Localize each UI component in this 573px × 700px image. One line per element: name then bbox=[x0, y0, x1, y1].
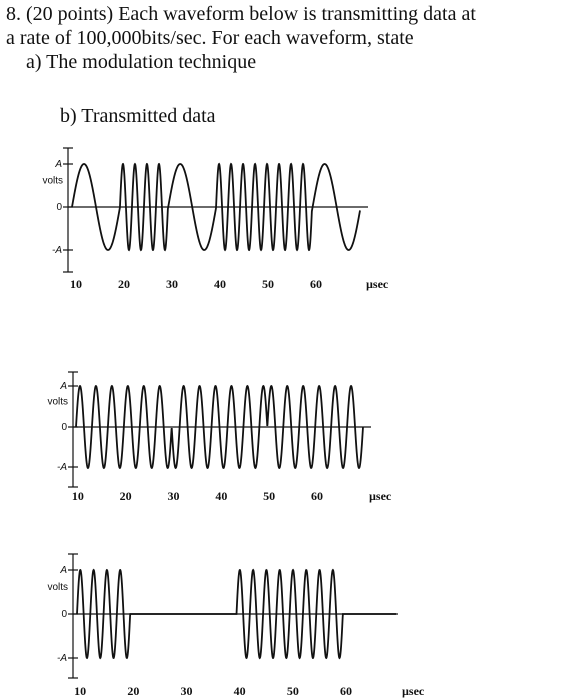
y-axis-title-3: volts bbox=[47, 582, 68, 593]
x-tick-label-1-50: 50 bbox=[262, 277, 274, 291]
part-b: b) Transmitted data bbox=[60, 105, 216, 127]
x-tick-label-3-20: 20 bbox=[127, 684, 140, 698]
x-tick-label-3-60: 60 bbox=[340, 684, 352, 698]
x-tick-label-2-40: 40 bbox=[215, 489, 228, 503]
y-label-a-1: A bbox=[55, 159, 62, 170]
x-tick-label-3-40: 40 bbox=[233, 684, 246, 698]
y-label-zero-1: 0 bbox=[56, 202, 62, 213]
x-unit-label-1: µsec bbox=[366, 277, 389, 291]
y-label-a-2: A bbox=[60, 381, 67, 392]
x-tick-label-1-20: 20 bbox=[118, 277, 130, 291]
y-label-a-3: A bbox=[60, 565, 67, 576]
x-tick-label-1-10: 10 bbox=[70, 277, 82, 291]
part-a: a) The modulation technique bbox=[26, 51, 257, 73]
x-tick-label-2-10: 10 bbox=[71, 489, 84, 503]
x-tick-label-3-10: 10 bbox=[74, 684, 87, 698]
question-line-2: a rate of 100,000bits/sec. For each waveform, state bbox=[6, 27, 414, 49]
y-axis-title-1: volts bbox=[42, 175, 63, 187]
x-tick-label-1-30: 30 bbox=[166, 277, 178, 291]
x-tick-label-2-60: 60 bbox=[311, 489, 323, 503]
x-unit-label-3: µsec bbox=[402, 684, 425, 698]
x-unit-label-2: µsec bbox=[369, 489, 392, 503]
x-tick-label-1-60: 60 bbox=[310, 277, 322, 291]
y-label-neg-a-1: -A bbox=[52, 245, 62, 256]
y-axis-title-2: volts bbox=[47, 396, 68, 408]
x-tick-label-2-30: 30 bbox=[167, 489, 180, 503]
y-label-zero-2: 0 bbox=[61, 422, 67, 433]
y-label-neg-a-3: -A bbox=[57, 653, 67, 664]
question-line-1: 8. (20 points) Each waveform below is transmitting data at bbox=[6, 3, 476, 25]
x-tick-label-3-30: 30 bbox=[180, 684, 193, 698]
x-tick-label-2-50: 50 bbox=[263, 489, 276, 503]
x-tick-label-2-20: 20 bbox=[119, 489, 132, 503]
y-label-zero-3: 0 bbox=[61, 609, 67, 620]
y-label-neg-a-2: -A bbox=[57, 462, 67, 473]
x-tick-label-3-50: 50 bbox=[286, 684, 299, 698]
x-tick-label-1-40: 40 bbox=[214, 277, 226, 291]
